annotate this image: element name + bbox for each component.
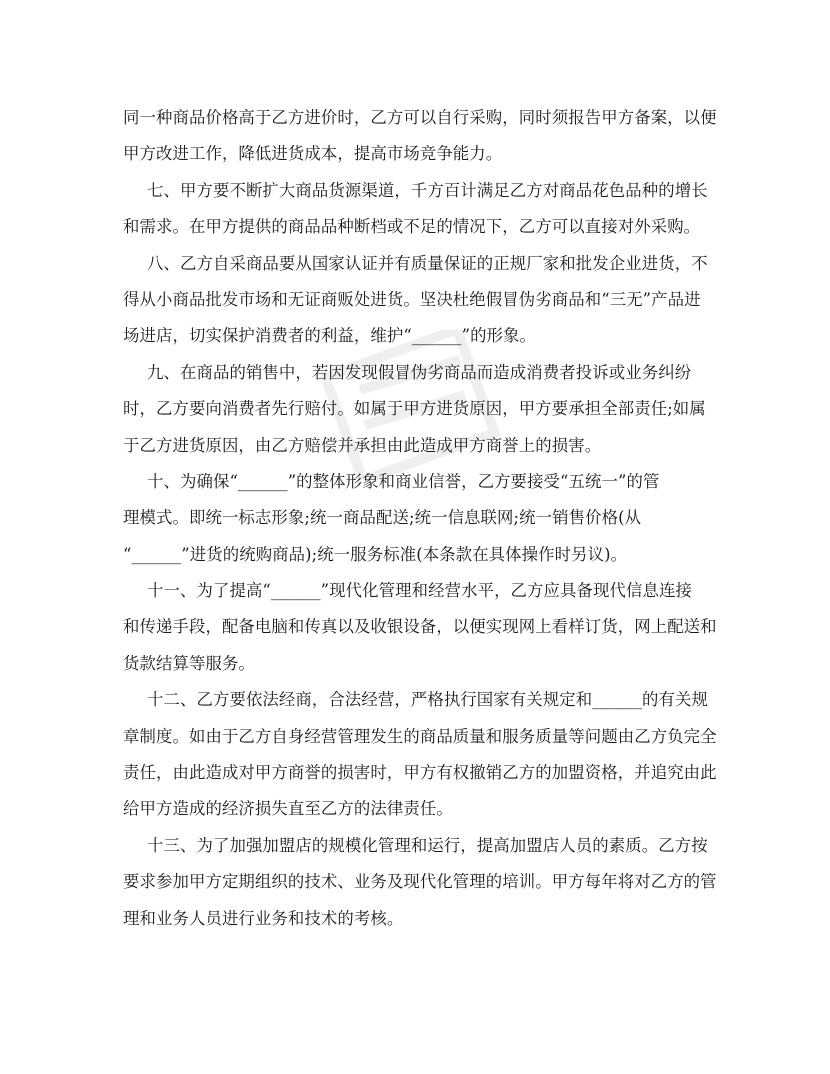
clause-10-line: 十、为确保“______”的整体形象和商业信誉，乙方要接受“五统一”的管 bbox=[147, 471, 660, 491]
text-line: 甲方改进工作，降低进货成本，提高市场竞争能力。 bbox=[123, 144, 503, 164]
text-line: 和传递手段，配备电脑和传真以及收银设备，以便实现网上看样订货，网上配送和 bbox=[123, 617, 717, 637]
clause-11-line: 十一、为了提高“______”现代化管理和经营水平，乙方应具备现代信息连接 bbox=[147, 581, 692, 601]
text-line: 理和业务人员进行业务和技术的考核。 bbox=[123, 908, 404, 928]
clause-7-line: 七、甲方要不断扩大商品货源渠道，千方百计满足乙方对商品花色品种的增长 bbox=[147, 180, 708, 200]
clause-13-line: 十三、为了加强加盟店的规模化管理和运行，提高加盟店人员的素质。乙方按 bbox=[147, 835, 708, 855]
clause-12-line: 十二、乙方要依法经商，合法经营，严格执行国家有关规定和______的有关规 bbox=[147, 690, 708, 710]
text-line: “______”进货的统购商品);统一服务标准(本条款在具体操作时另议)。 bbox=[123, 544, 628, 564]
text-line: 理模式。即统一标志形象;统一商品配送;统一信息联网;统一销售价格(从 bbox=[123, 508, 642, 528]
text-line: 得从小商品批发市场和无证商贩处进货。坚决杜绝假冒伪劣商品和“三无”产品进 bbox=[123, 289, 701, 309]
text-line: 场进店，切实保护消费者的利益，维护“______”的形象。 bbox=[123, 326, 537, 346]
clause-9-line: 九、在商品的销售中，若因发现假冒伪劣商品而造成消费者投诉或业务纠纷 bbox=[147, 362, 692, 382]
text-line: 给甲方造成的经济损失直至乙方的法律责任。 bbox=[123, 799, 453, 819]
text-line: 时，乙方要向消费者先行赔付。如属于甲方进货原因，甲方要承担全部责任;如属 bbox=[123, 399, 706, 419]
text-line: 责任，由此造成对甲方商誉的损害时，甲方有权撤销乙方的加盟资格，并追究由此 bbox=[123, 763, 717, 783]
text-line: 货款结算等服务。 bbox=[123, 653, 255, 673]
text-line: 章制度。如由于乙方自身经营管理发生的商品质量和服务质量等问题由乙方负完全 bbox=[123, 726, 717, 746]
text-line: 要求参加甲方定期组织的技术、业务及现代化管理的培训。甲方每年将对乙方的管 bbox=[123, 872, 717, 892]
text-line: 和需求。在甲方提供的商品品种断档或不足的情况下，乙方可以直接对外采购。 bbox=[123, 217, 701, 237]
text-line: 于乙方进货原因，由乙方赔偿并承担由此造成甲方商誉上的损害。 bbox=[123, 435, 602, 455]
contract-text bbox=[123, 100, 717, 937]
clause-8-line: 八、乙方自采商品要从国家认证并有质量保证的正规厂家和批发企业进货，不 bbox=[147, 253, 708, 273]
text-line: 同一种商品价格高于乙方进价时，乙方可以自行采购，同时须报告甲方备案，以便 bbox=[123, 108, 717, 127]
